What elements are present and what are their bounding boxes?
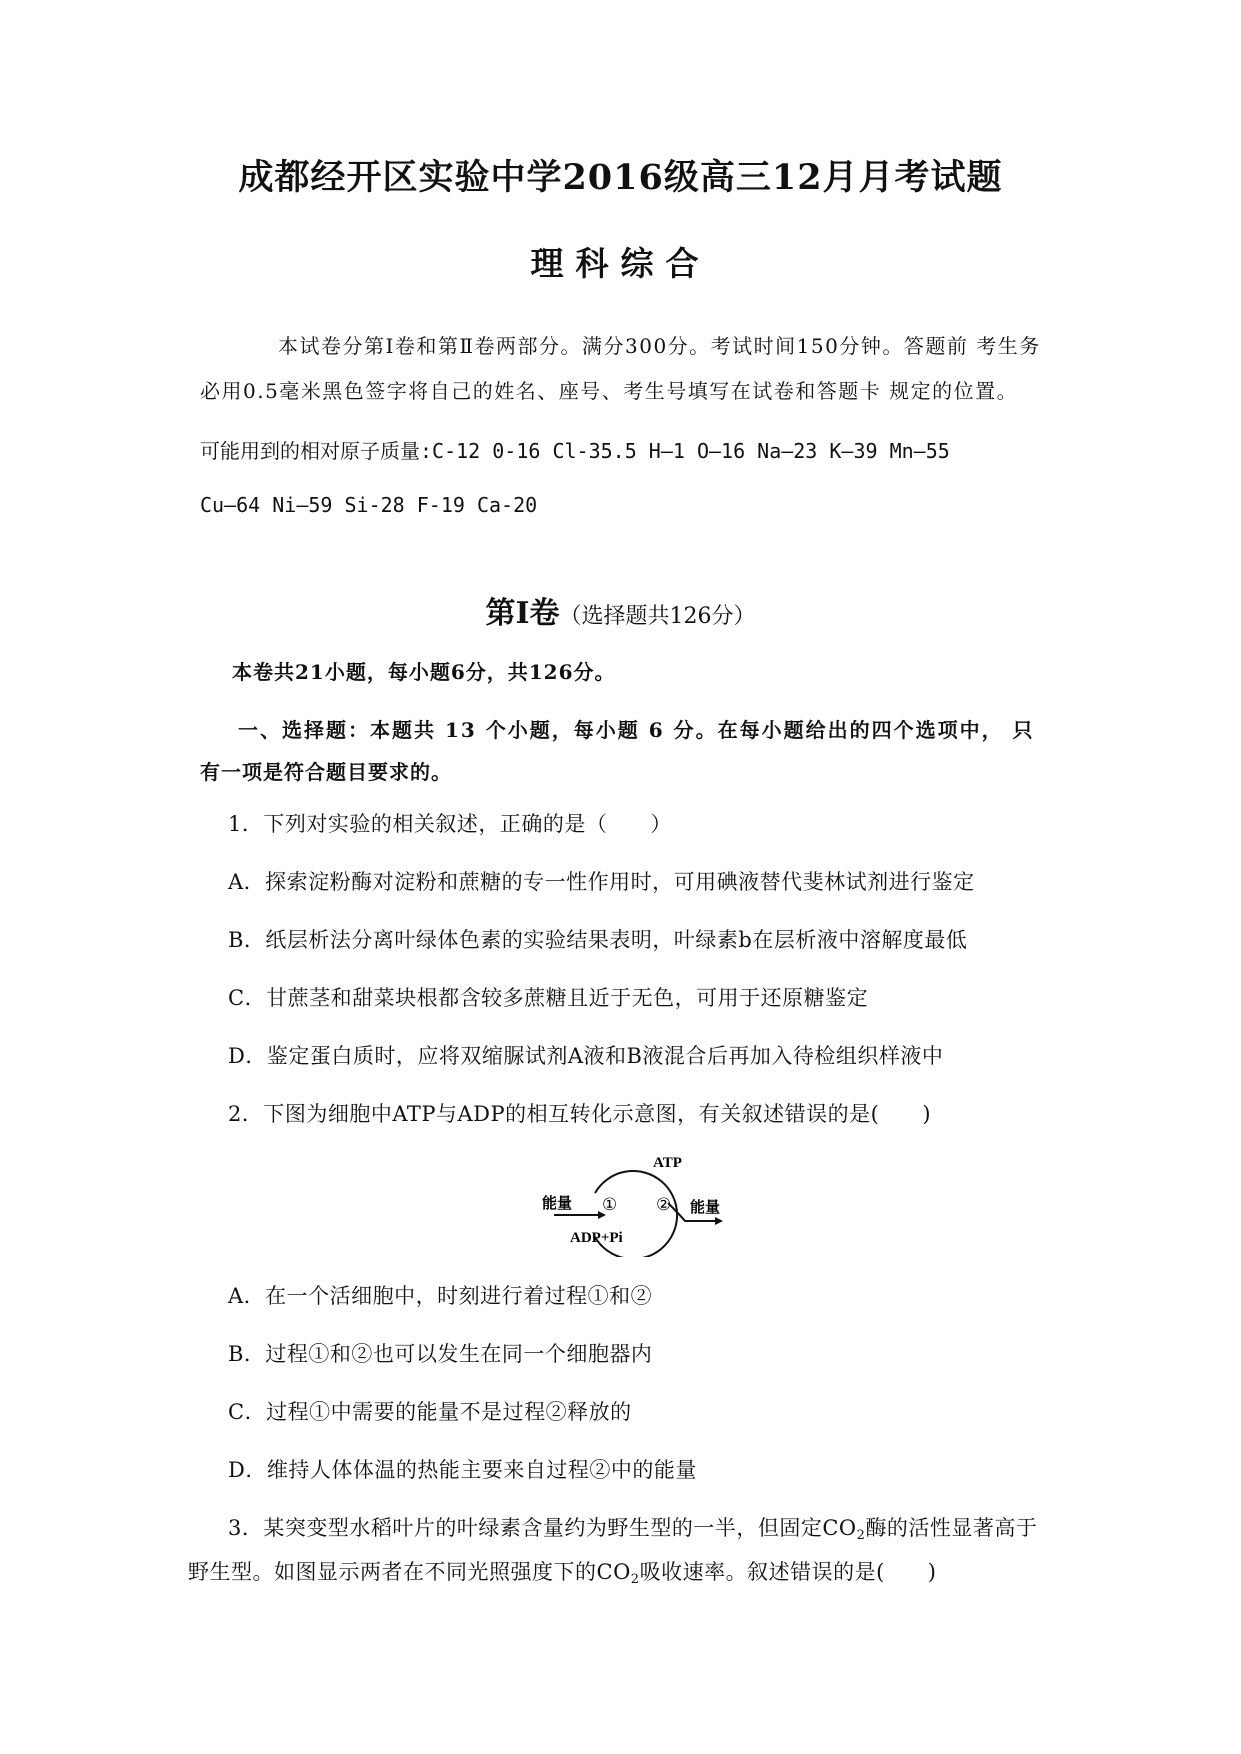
atp-label: ATP (653, 1155, 682, 1171)
question-3-line-1-text: 3．某突变型水稻叶片的叶绿素含量约为野生型的一半，但固定CO (228, 1516, 857, 1540)
question-1-stem: 1．下列对实验的相关叙述，正确的是（ ） (228, 812, 672, 836)
energy-in-label: 能量 (542, 1194, 573, 1212)
question-1-option-d: D．鉴定蛋白质时，应将双缩脲试剂A液和B液混合后再加入待检组织样液中 (228, 1044, 944, 1068)
atomic-mass-line-2: Cu—64 Ni—59 Si-28 F-19 Ca-20 (200, 493, 538, 517)
question-3-line-1-tail: 酶的活性显著高于 (865, 1516, 1038, 1540)
part1-instruction-line-1: 一、选择题：本题共 13 个小题，每小题 6 分。在每小题给出的四个选项中， 只 (238, 718, 1035, 742)
atomic-mass-line-1: 可能用到的相对原子质量:C-12 0-16 Cl-35.5 H—1 O—16 Na—23 K—39 Mn—55 (200, 439, 950, 463)
section-heading (0, 588, 1241, 632)
energy-out-arrowhead (715, 1217, 723, 1225)
question-2-stem: 2．下图为细胞中ATP与ADP的相互转化示意图，有关叙述错误的是( ) (228, 1102, 932, 1126)
question-3-line-2 (188, 1556, 936, 1587)
question-3-line-2-text: 野生型。如图显示两者在不同光照强度下的CO (188, 1560, 631, 1584)
part1-instruction-line-2: 有一项是符合题目要求的。 (200, 760, 452, 784)
adp-pi-label: ADP+Pi (570, 1230, 623, 1246)
question-3-line-1 (228, 1512, 1037, 1543)
intro-line-1: 本试卷分第Ⅰ卷和第Ⅱ卷两部分。满分300分。考试时间150分钟。答题前 考生务 (278, 334, 1041, 358)
intro-line-2: 必用0.5毫米黑色签字将自己的姓名、座号、考生号填写在试卷和答题卡 规定的位置。 (200, 379, 1019, 403)
section-title: 第Ⅰ卷 (485, 596, 560, 631)
question-1-option-b: B．纸层析法分离叶绿体色素的实验结果表明，叶绿素b在层析液中溶解度最低 (228, 928, 968, 952)
question-1-option-a: A．探索淀粉酶对淀粉和蔗糖的专一性作用时，可用碘液替代斐林试剂进行鉴定 (228, 870, 975, 894)
question-1-option-c: C．甘蔗茎和甜菜块根都含较多蔗糖且近于无色，可用于还原糖鉴定 (228, 986, 869, 1010)
energy-out-label: 能量 (690, 1198, 721, 1216)
step-1-label: ① (602, 1195, 618, 1215)
co2-subscript: 2 (856, 1528, 866, 1543)
atp-adp-cycle-diagram (540, 1155, 740, 1257)
page-subtitle: 理科综合 (530, 244, 711, 283)
step-2-label: ② (656, 1195, 672, 1215)
co2-subscript: 2 (630, 1572, 640, 1587)
section-summary: 本卷共21小题，每小题6分，共126分。 (232, 660, 616, 684)
question-2-option-b: B．过程①和②也可以发生在同一个细胞器内 (228, 1342, 653, 1366)
question-2-option-d: D．维持人体体温的热能主要来自过程②中的能量 (228, 1458, 697, 1482)
question-2-option-c: C．过程①中需要的能量不是过程②释放的 (228, 1400, 632, 1424)
page-title: 成都经开区实验中学2016级高三12月月考试题 (238, 157, 1003, 198)
question-2-option-a: A．在一个活细胞中，时刻进行着过程①和② (228, 1284, 653, 1308)
question-3-line-2-tail: 吸收速率。叙述错误的是( ) (639, 1560, 937, 1584)
section-note: （选择题共126分） (559, 604, 756, 629)
